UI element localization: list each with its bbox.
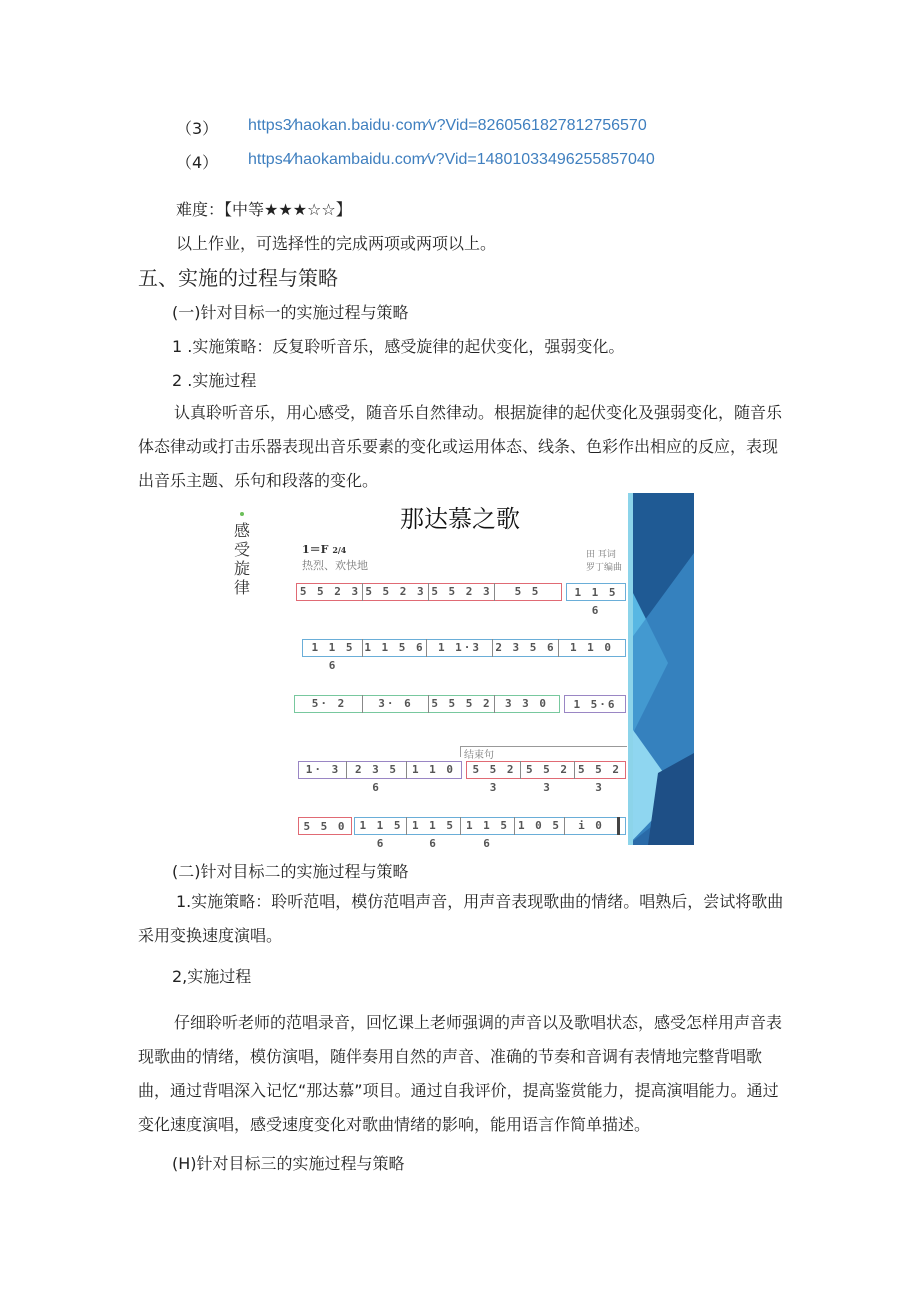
measure: 1 1 5 6: [362, 639, 426, 657]
measure: 1 1 5 6: [406, 817, 460, 835]
key-signature: 1＝F 2/4: [302, 543, 347, 556]
measure: 5 5 5 2: [428, 695, 494, 713]
measure: 5 5: [494, 583, 560, 601]
link-number-4: （4）: [176, 153, 219, 172]
score-row: [296, 761, 628, 794]
subsection-3-heading: (H)针对目标三的实施过程与策略: [172, 1154, 405, 1173]
measure: 1 1 5 6: [566, 583, 626, 601]
sheet-music-figure: [228, 493, 694, 850]
measure: 1 1·3: [426, 639, 492, 657]
score-row: [296, 695, 628, 715]
song-title: 那达慕之歌: [400, 505, 520, 533]
measure: 3 3 0: [494, 695, 558, 713]
end-phrase-label: 结束句: [464, 750, 494, 761]
difficulty-rating: 难度：【中等★★★☆☆】: [176, 200, 352, 219]
measure: 2 3 5 6: [492, 639, 558, 657]
process-item-2b: 2,实施过程: [172, 967, 252, 986]
measure: i 0: [564, 817, 620, 835]
measure: 1 1 0: [558, 639, 624, 657]
subsection-2-heading: (二)针对目标二的实施过程与策略: [172, 862, 409, 881]
measure: 5 5 2 3: [574, 761, 624, 779]
measure: 5· 2: [311, 697, 347, 710]
score-row: [296, 639, 628, 672]
measure: 5 5 2 3: [520, 761, 574, 779]
figure-side-label: 感受旋律: [234, 521, 251, 597]
measure: 1 5·6: [564, 695, 626, 713]
measure: 3· 6: [362, 695, 428, 713]
measure: 5 5 2 3: [362, 583, 428, 601]
measure: 5 5 2 3: [428, 583, 494, 601]
process-paragraph-1: 认真聆听音乐，用心感受，随音乐自然律动。根据旋律的起伏变化及强弱变化，随音乐体态律动或打击乐器表现出音乐要素的变化或运用体态、线条、色彩作出相应的反应，表现出音乐主题、乐句和段落的变化。: [138, 403, 783, 490]
lyricist-credit: 田 耳词: [586, 550, 616, 560]
video-link-4[interactable]: https4⁄haokambaidu.com∕v?Vid=14801033496255857040: [248, 151, 655, 168]
process-item-2: 2 .实施过程: [172, 371, 257, 390]
process-paragraph-2: 仔细聆听老师的范唱录音，回忆课上老师强调的声音以及歌唱状态，感受怎样用声音表现歌曲的情绪，模仿演唱，随伴奏用自然的声音、准确的节奏和音调有表情地完整背唱歌曲，通过背唱深入记忆“那达慕”项目。通过自我评价，提高鉴赏能力，提高演唱能力。通过变化速度演唱，感受速度变化对歌曲情绪的影响，能用语言作简单描述。: [138, 1013, 783, 1134]
tempo-marking: 热烈、欢快地: [302, 559, 368, 572]
measure: 1 1 5 6: [311, 641, 355, 672]
strategy-item-2: 1.实施策略：聆听范唱，模仿范唱声音，用声音表现歌曲的情绪。唱熟后，尝试将歌曲采用变换速度演唱。: [138, 892, 784, 945]
section-5-heading: 五、实施的过程与策略: [138, 266, 338, 290]
measure: 1 1 5 6: [359, 819, 403, 850]
video-link-3[interactable]: https3⁄haokan.baidu·com∕v?Vid=8260561827812756570: [248, 117, 647, 134]
measure: 1 1 0: [406, 761, 460, 779]
score-row: [296, 817, 628, 850]
measure: 1· 3: [305, 763, 341, 776]
arranger-credit: 罗丁编曲: [586, 563, 623, 573]
bullet-dot: [240, 512, 244, 516]
measure: 5 5 2 3: [472, 763, 516, 794]
measure: 2 3 5 6: [346, 761, 406, 779]
measure: 1 1 5 6: [460, 817, 514, 835]
subsection-1-heading: (一)针对目标一的实施过程与策略: [172, 303, 409, 322]
decorative-blue-panel: [628, 493, 694, 845]
score-row: [296, 583, 628, 617]
homework-note: 以上作业，可选择性的完成两项或两项以上。: [176, 234, 497, 253]
measure: 1 0 5: [514, 817, 564, 835]
strategy-item-1: 1 .实施策略：反复聆听音乐，感受旋律的起伏变化，强弱变化。: [172, 337, 625, 356]
measure: 5 5 0: [298, 817, 352, 835]
measure: 5 5 2 3: [299, 585, 361, 598]
link-number-3: （3）: [176, 119, 219, 138]
